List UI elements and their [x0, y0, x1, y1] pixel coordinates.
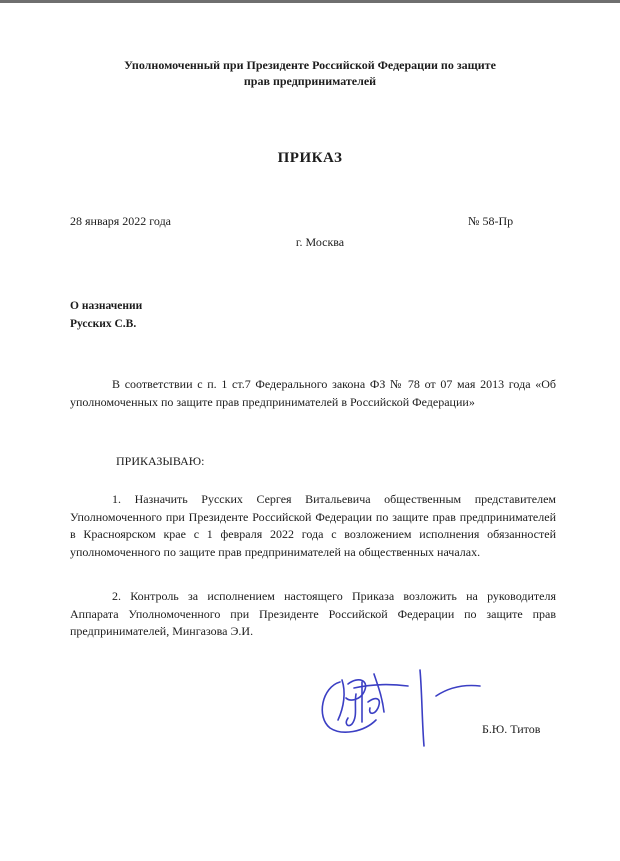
issuer-header-line-1: Уполномоченный при Президенте Российской Федерации по защите [124, 58, 496, 72]
signer-name: Б.Ю. Титов [482, 722, 541, 736]
document-subject [70, 297, 142, 333]
issuer-header [60, 57, 560, 89]
subject-line-2: Русских С.В. [70, 318, 137, 330]
handwritten-signature [312, 662, 492, 752]
subject-line-1: О назначении [70, 300, 143, 312]
order-word: ПРИКАЗЫВАЮ: [116, 454, 205, 468]
document-city: г. Москва [295, 235, 345, 249]
document-date: 28 января 2022 года [70, 214, 172, 228]
order-item-2: 2. Контроль за исполнением настоящего Приказа возложить на руководителя Аппарата Уполномоченного при Президенте Российской Федерации по защите прав предпринимателей, Мингазова Э.И. [70, 589, 556, 638]
document-number: № 58-Пр [468, 214, 514, 228]
issuer-header-line-2: прав предпринимателей [243, 74, 377, 88]
signature-strokes [322, 670, 480, 746]
order-item-1: 1. Назначить Русских Сергея Витальевича общественным представителем Уполномоченного при Президенте Российской Федерации по защите прав предпринимателей в Красноярском крае с 1 февраля 2022 года с возложением исполнения обязанностей уполномоченного по защите прав предпринимателей на общественных началах. [70, 492, 556, 559]
document-title: ПРИКАЗ [277, 150, 343, 166]
preamble-paragraph: В соответствии с п. 1 ст.7 Федерального закона ФЗ № 78 от 07 мая 2013 года «Об уполномоченных по защите прав предпринимателей в Российской Федерации» [70, 377, 556, 409]
